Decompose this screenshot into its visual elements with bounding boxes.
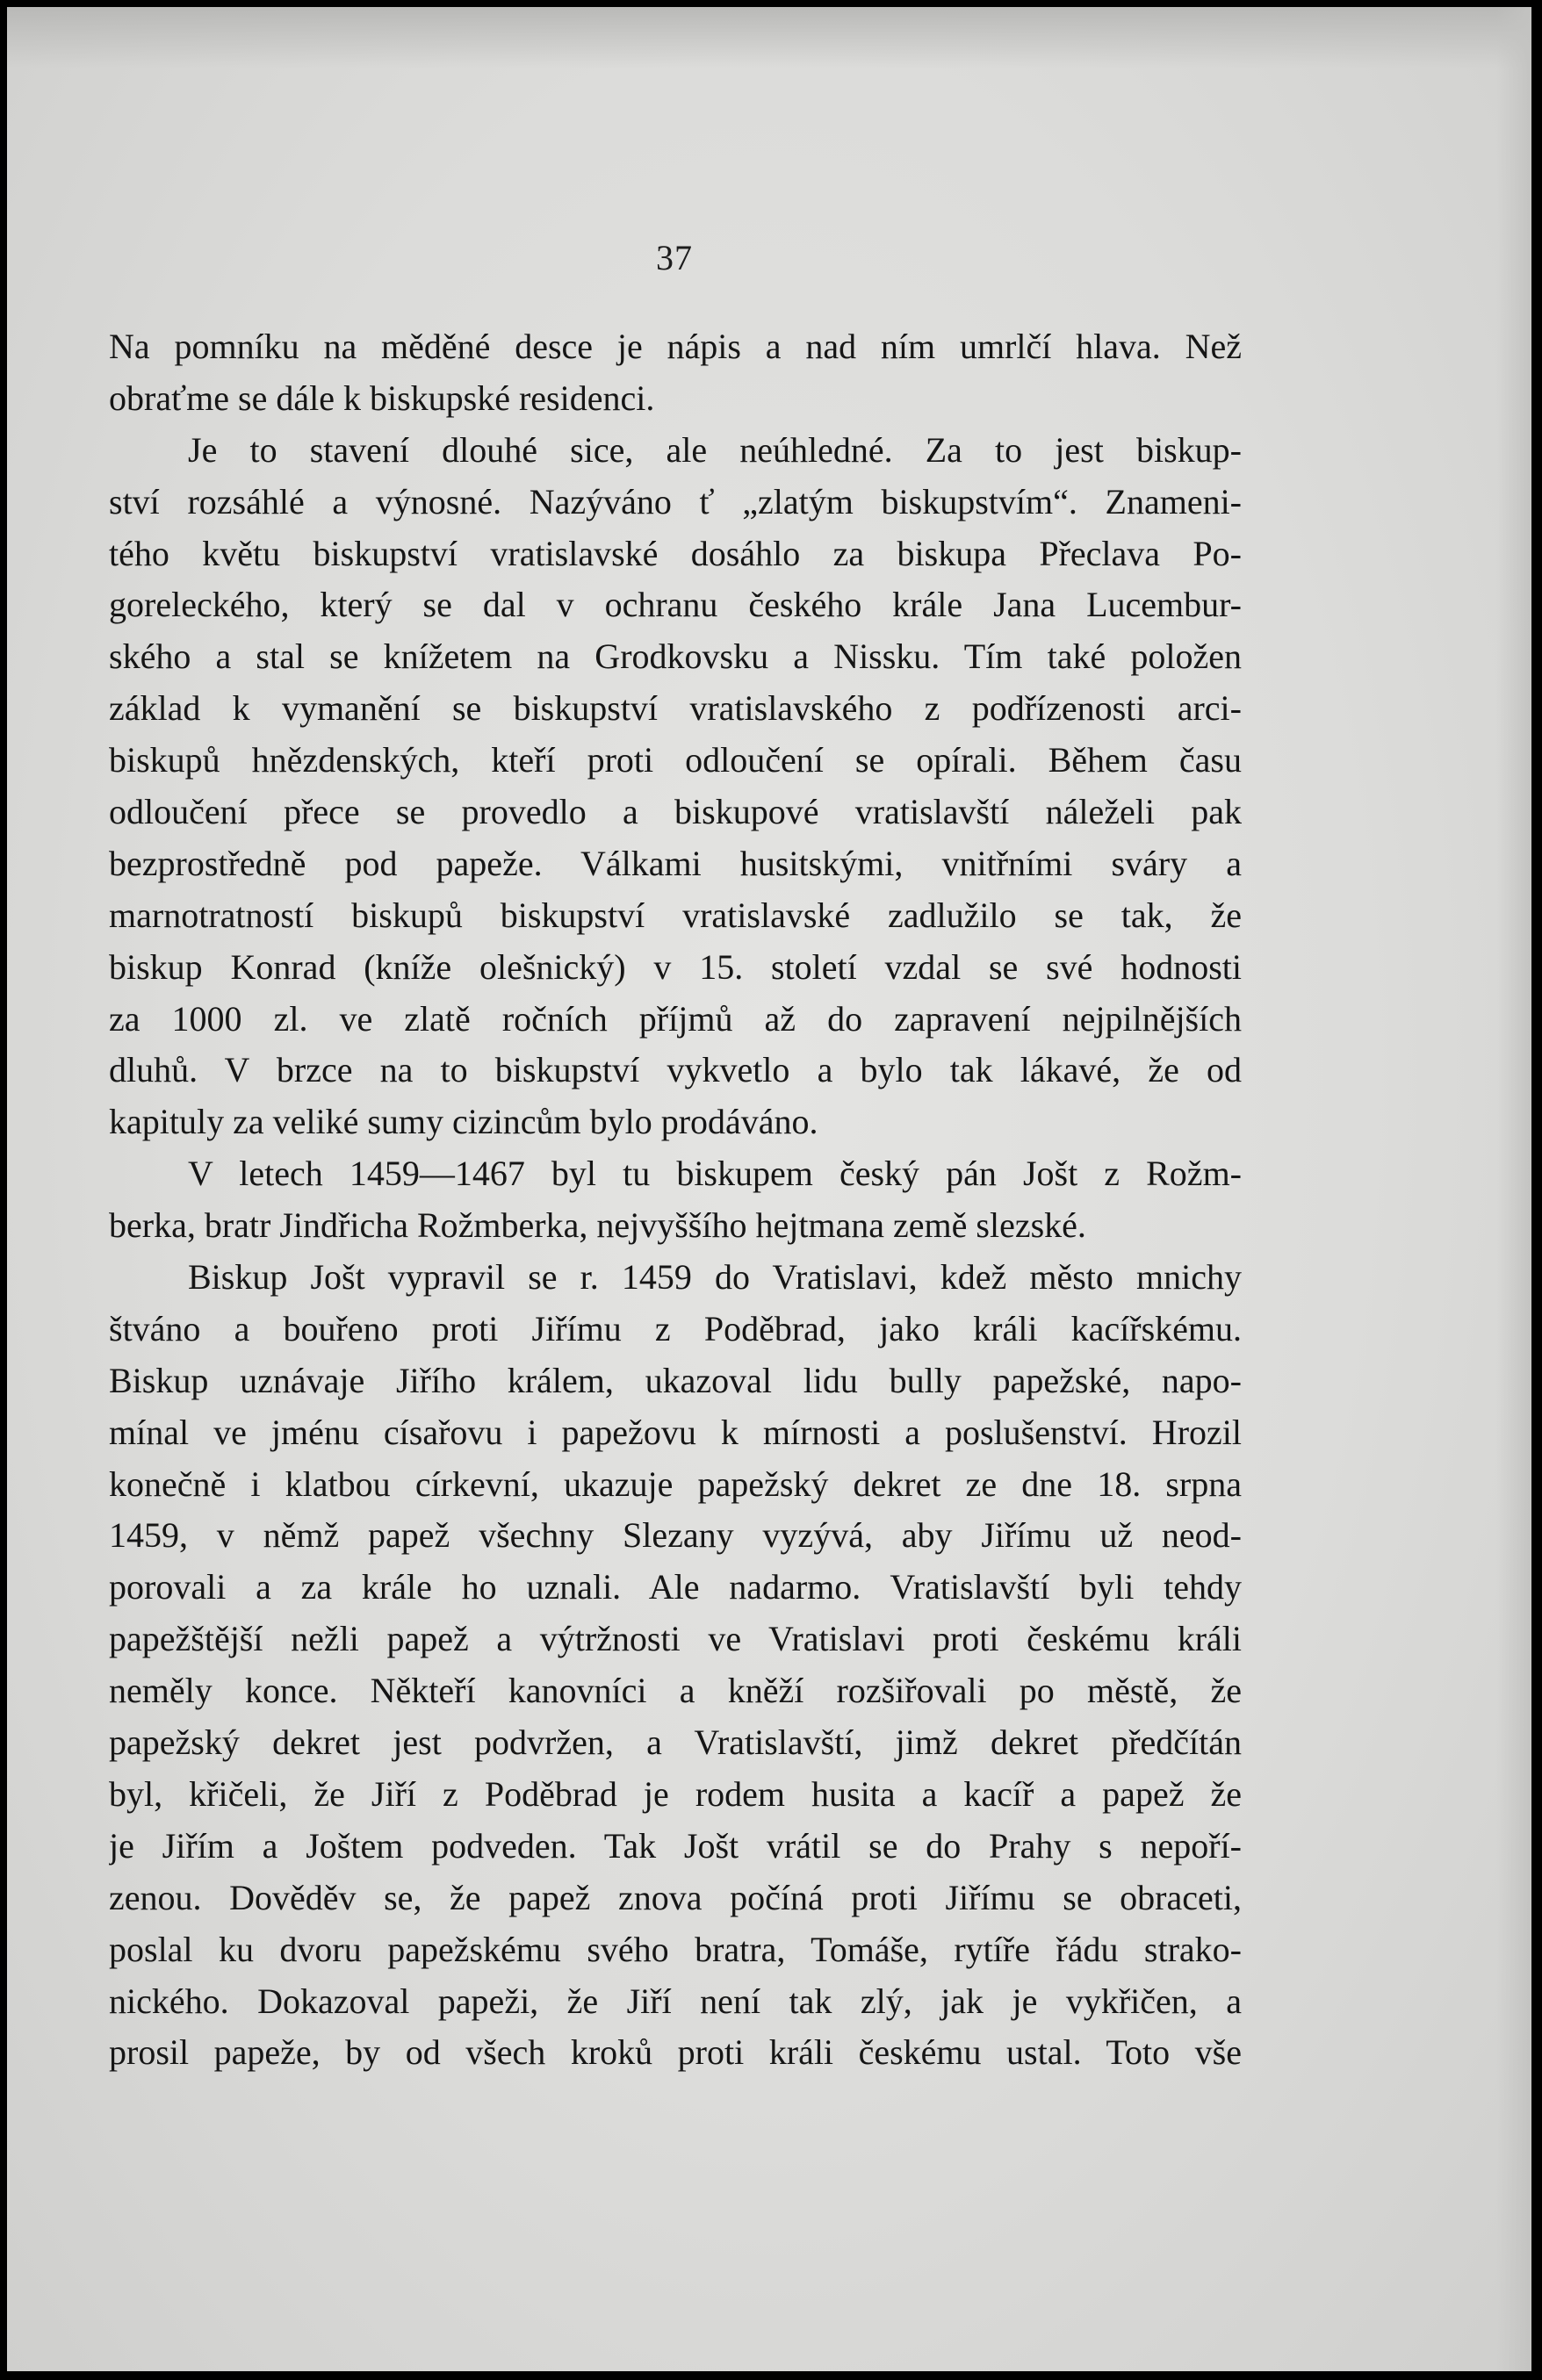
text-line: za 1000 zl. ve zlatě ročních příjmů až do zapravení nejpilnějších [109, 998, 1242, 1039]
text-line: Biskup Jošt vypravil se r. 1459 do Vratislavi, kdež město mnichy [188, 1257, 1242, 1298]
text-line: V letech 1459—1467 byl tu biskupem český pán Jošt z Rožm- [188, 1154, 1242, 1194]
text-line: konečně i klatbou církevní, ukazuje papežský dekret ze dne 18. srpna [109, 1463, 1242, 1504]
text-line: porovali a za krále ho uznali. Ale nadarmo. Vratislavští byli tehdy [109, 1567, 1242, 1607]
text-line: bezprostředně pod papeže. Válkami husitskými, vnitřními sváry a [109, 843, 1242, 883]
text-line: prosil papeže, by od všech kroků proti králi českému ustal. Toto vše [109, 2032, 1242, 2073]
text-line: marnotratností biskupů biskupství vratislavské zadlužilo se tak, že [109, 895, 1242, 935]
text-line: štváno a bouřeno proti Jiřímu z Poděbrad, jako králi kacířskému. [109, 1308, 1242, 1348]
text-line: mínal ve jménu císařovu i papežovu k mírnosti a poslušenství. Hrozil [109, 1412, 1242, 1452]
text-line: byl, křičeli, že Jiří z Poděbrad je rodem husita a kacíř a papež že [109, 1773, 1242, 1814]
text-line: Na pomníku na měděné desce je nápis a nad ním umrlčí hlava. Než [109, 327, 1242, 366]
text-line: berka, bratr Jindřicha Rožmberka, nejvyššího hejtmana země slezské. [109, 1205, 1086, 1246]
text-line: Je to stavení dlouhé sice, ale neúhledné. Za to jest biskup- [188, 429, 1242, 470]
text-line: neměly konce. Někteří kanovníci a kněží rozšiřovali po městě, že [109, 1671, 1242, 1711]
text-line: poslal ku dvoru papežskému svého bratra, Tomáše, rytíře řádu strako- [109, 1929, 1242, 1969]
text-line: ského a stal se knížetem na Grodkovsku a Nissku. Tím také položen [109, 636, 1242, 677]
text-line: dluhů. V brzce na to biskupství vykvetlo a bylo tak lákavé, že od [109, 1050, 1242, 1090]
text-line: papežštější nežli papež a výtržnosti ve Vratislavi proti českému králi [109, 1619, 1242, 1659]
text-line: tého květu biskupství vratislavské dosáhlo za biskupa Přeclava Po- [109, 533, 1242, 573]
body-text [109, 321, 1242, 2079]
text-line: ství rozsáhlé a výnosné. Nazýváno ť „zlatým biskupstvím“. Znameni- [109, 481, 1242, 521]
text-line: základ k vymanění se biskupství vratislavského z podřízenosti arci- [109, 688, 1242, 729]
text-line: goreleckého, který se dal v ochranu českého krále Jana Lucembur- [109, 585, 1242, 625]
text-line: odloučení přece se provedlo a biskupové vratislavští náleželi pak [109, 792, 1242, 832]
text-line: nického. Dokazoval papeži, že Jiří není tak zlý, jak je vykřičen, a [109, 1981, 1242, 2021]
scan-shadow-top [7, 7, 1531, 68]
text-line: kapituly za veliké sumy cizincům bylo prodáváno. [109, 1102, 818, 1142]
text-line: zenou. Dověděv se, že papež znova počíná proti Jiřímu se obraceti, [109, 1877, 1242, 1917]
scanned-page [7, 7, 1531, 2371]
text-line: 1459, v němž papež všechny Slezany vyzývá, aby Jiřímu už neod- [109, 1515, 1242, 1556]
text-line: biskupů hnězdenských, kteří proti odloučení se opírali. Během času [109, 740, 1242, 780]
page-number: 37 [656, 238, 693, 277]
text-line: biskup Konrad (kníže olešnický) v 15. století vzdal se své hodnosti [109, 946, 1242, 987]
text-line: obraťme se dále k biskupské residenci. [109, 377, 655, 418]
text-line: papežský dekret jest podvržen, a Vratislavští, jimž dekret předčítán [109, 1722, 1242, 1763]
text-line: je Jiřím a Joštem podveden. Tak Jošt vrátil se do Prahy s nepoří- [109, 1825, 1242, 1866]
text-line: Biskup uznávaje Jiřího králem, ukazoval lidu bully papežské, napo- [109, 1360, 1242, 1400]
scan-shadow-right [1496, 7, 1531, 2371]
